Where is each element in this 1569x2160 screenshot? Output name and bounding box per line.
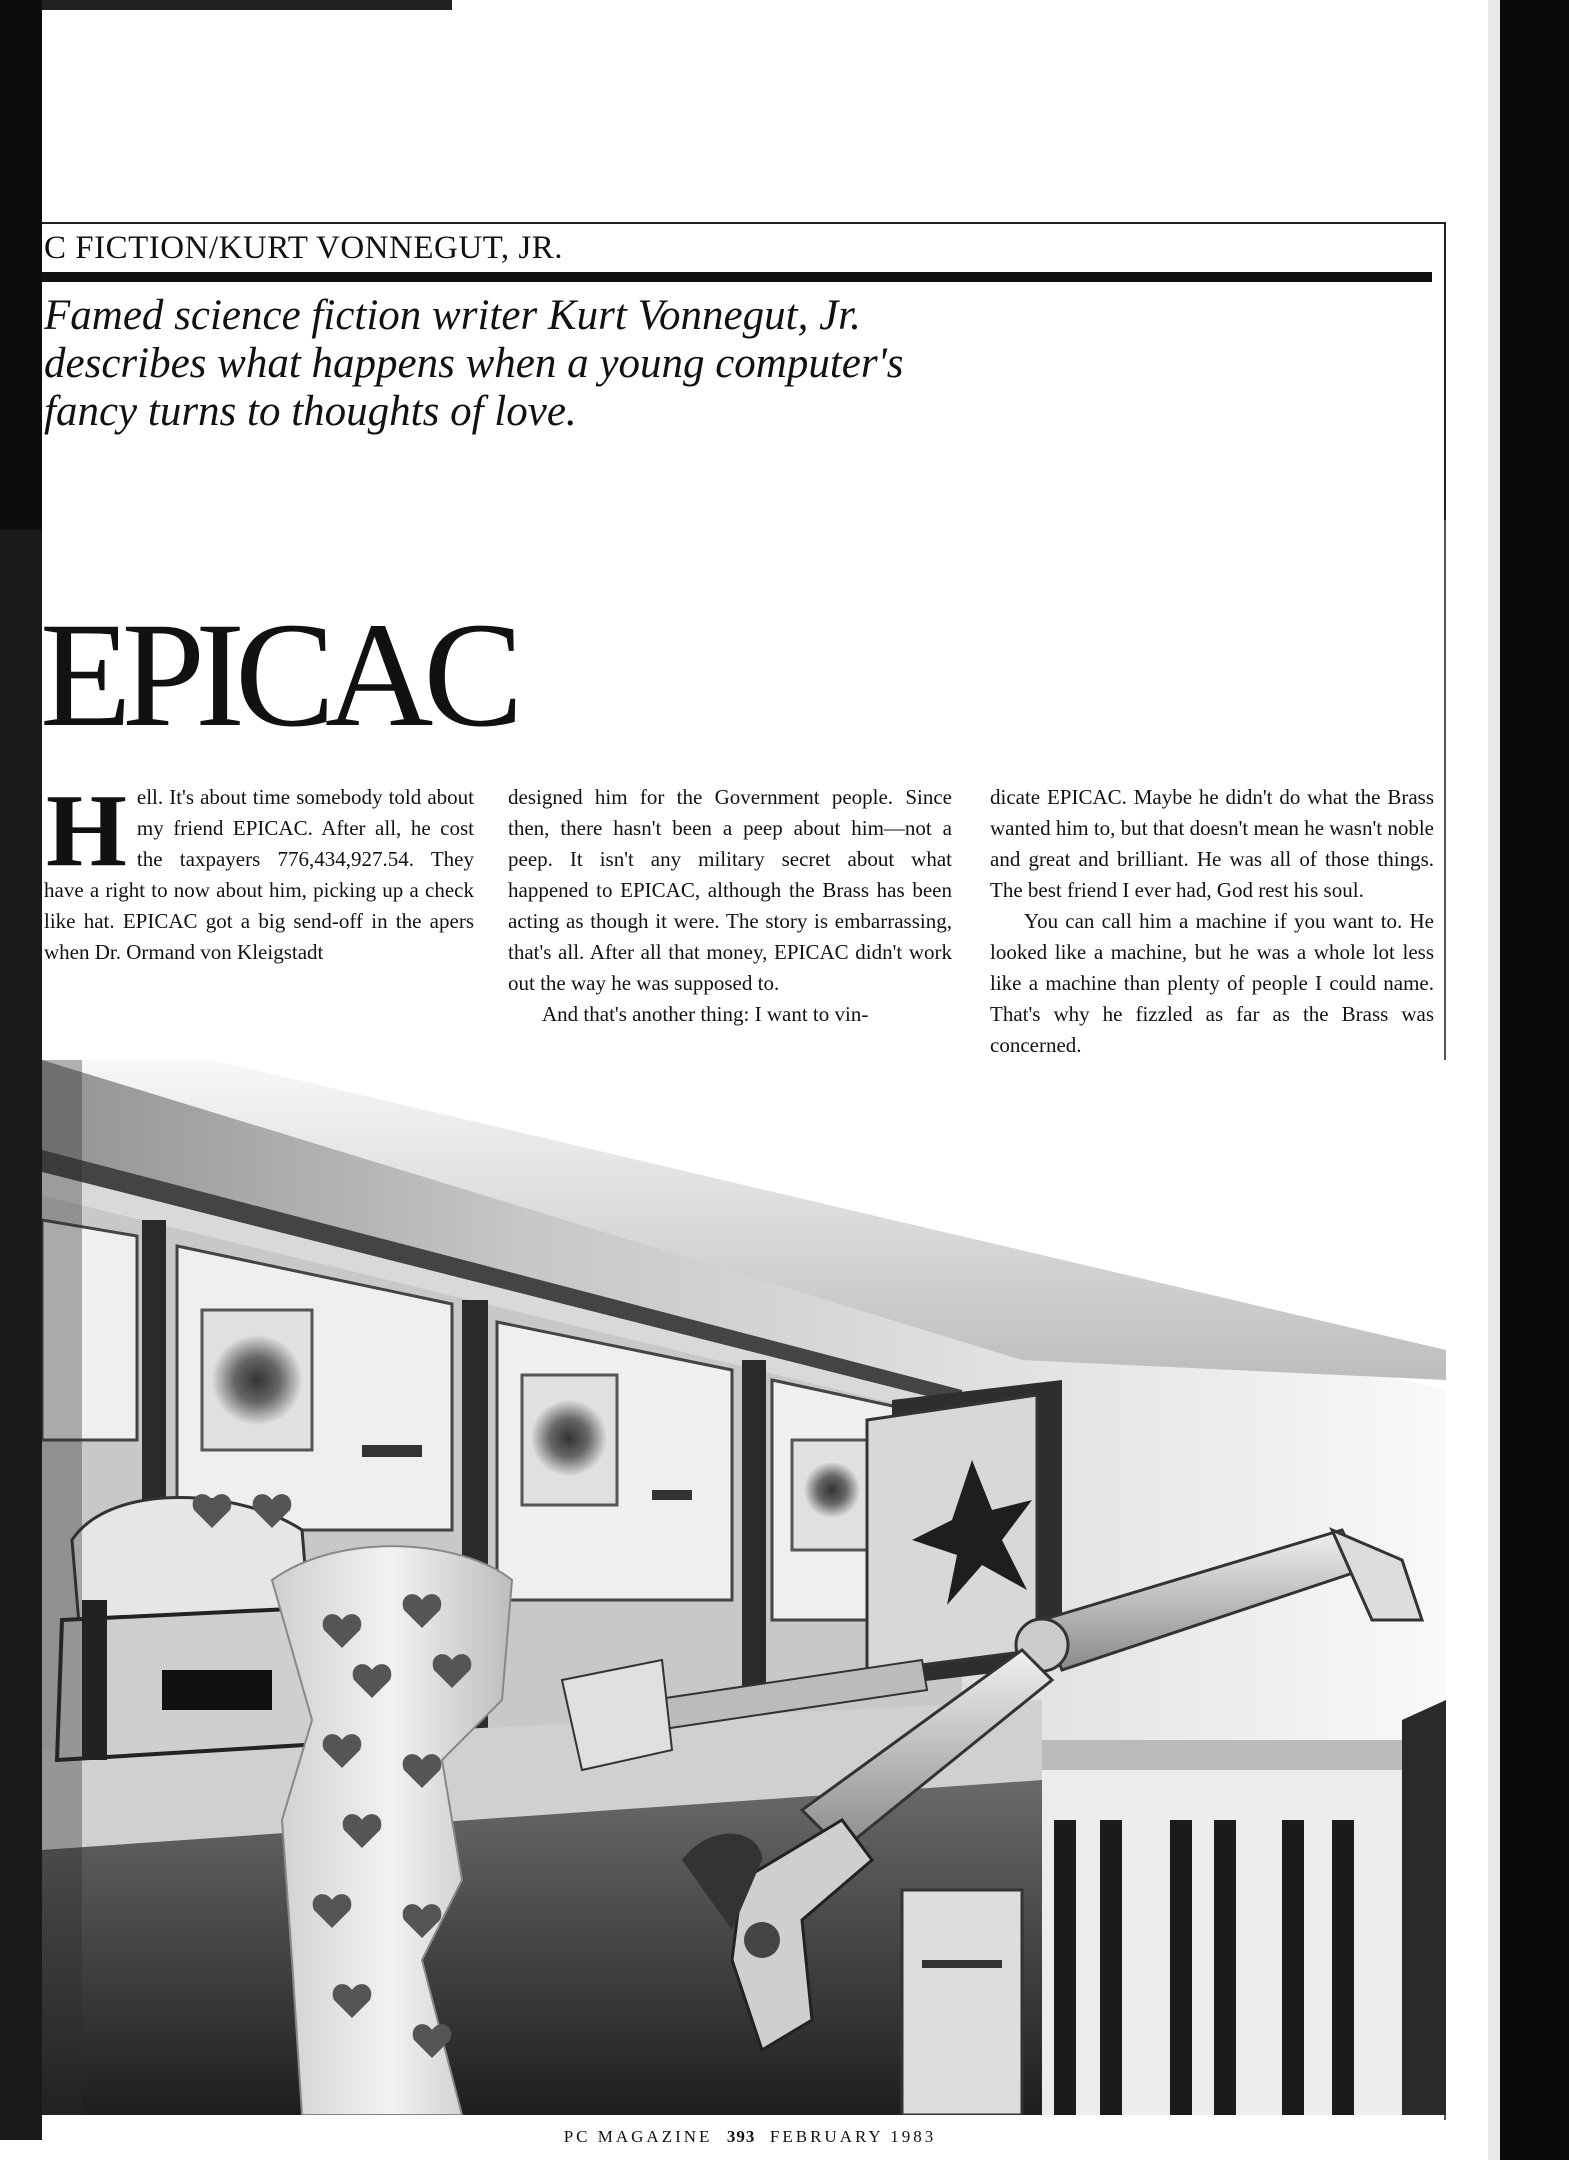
paragraph: dicate EPICAC. Maybe he didn't do what the Brass wanted him to, but that doesn't mean he wasn't noble and great and brilliant. He was all of those things. The best friend I ever had, God rest his soul. [990, 785, 1434, 902]
paragraph: designed him for the Government people. Since then, there hasn't been a peep about him—not a peep. It isn't any military secret about what happened to EPICAC, although the Brass has been acting as though it were. The story is embarrassing, that's all. After all that money, EPICAC didn't work out the way he was supposed to. [508, 785, 952, 995]
paragraph: And that's another thing: I want to vin- [542, 1002, 869, 1026]
frame-right-line [1444, 222, 1446, 520]
text-column-2 [508, 782, 952, 1030]
footer-page-number: 393 [726, 2127, 756, 2146]
deck-line: describes what happens when a young computer's [44, 340, 904, 387]
text-column-1 [44, 773, 474, 968]
article-deck [44, 292, 924, 436]
footer-magazine: PC MAGAZINE [563, 2127, 713, 2146]
deck-line: Famed science fiction writer Kurt Vonnegut, Jr. [44, 292, 861, 339]
frame-top-line [42, 222, 1446, 224]
section-header: C FICTION/KURT VONNEGUT, JR. [44, 230, 563, 266]
paragraph: ell. It's about time somebody told about my friend EPICAC. After all, he cost the taxpayers 776,434,927.54. They have a right to now about him, picking up a check like hat. EPICAC got a big send-off in the apers when Dr. Ormand von Kleigstadt [44, 785, 474, 964]
right-edge-shadow [1500, 0, 1569, 2160]
deck-line: fancy turns to thoughts of love. [44, 388, 577, 435]
top-rule [42, 0, 452, 10]
page-footer [0, 2127, 1500, 2147]
paragraph: You can call him a machine if you want to. He looked like a machine, but he was a whole lot less like a machine than plenty of people I could name. That's why he fizzled as far as the Brass was concerned. [990, 909, 1434, 1057]
illustration-svg [42, 1060, 1446, 2115]
footer-date: FEBRUARY 1983 [769, 2127, 937, 2146]
drop-cap: H [46, 773, 127, 888]
header-rule [42, 272, 1432, 282]
left-edge-shadow [0, 0, 42, 530]
left-edge-shadow-lower [0, 530, 42, 2140]
article-title: EPICAC [40, 592, 514, 758]
computer-illustration [42, 1060, 1446, 2115]
page-edge [1488, 0, 1500, 2160]
right-cabinet-graphic [1032, 1700, 1446, 2115]
drawer-graphic [902, 1890, 1022, 2115]
